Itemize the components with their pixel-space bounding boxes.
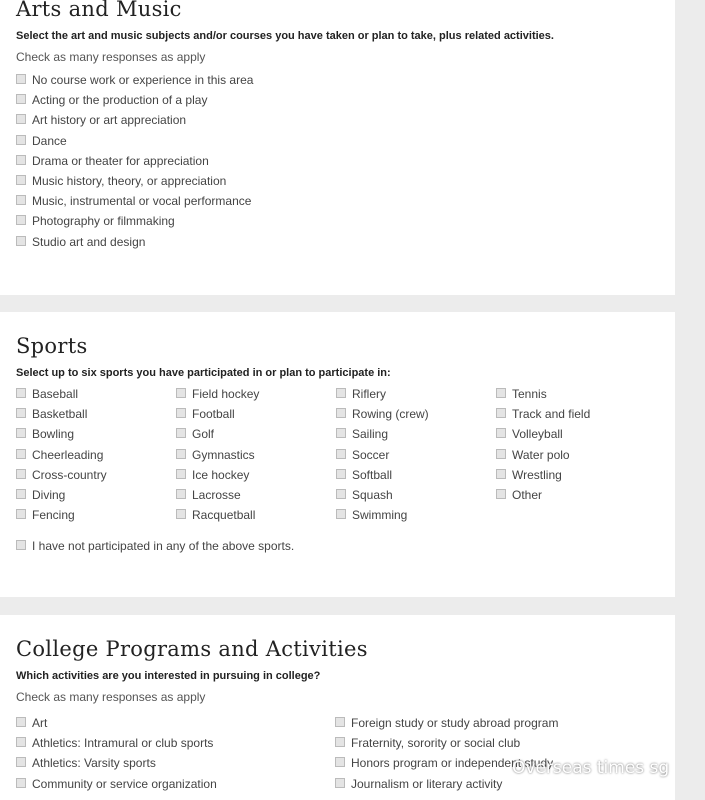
checkbox-option[interactable] [16,777,335,797]
checkbox-option[interactable] [176,508,336,528]
option-label: Diving [32,487,66,502]
option-label: Volleyball [512,427,563,442]
checkbox-option[interactable] [336,448,496,468]
checkbox[interactable] [16,489,26,499]
option-label: Other [512,487,543,502]
checkbox[interactable] [16,135,26,145]
option-label: Honors program or independent study [351,756,554,771]
checkbox-option[interactable] [16,174,675,194]
option-label: Softball [352,467,393,482]
checkbox[interactable] [336,449,346,459]
option-label: Riflery [352,387,387,401]
option-label: Swimming [352,508,408,523]
checkbox[interactable] [336,388,346,398]
checkbox-option[interactable] [16,93,675,113]
checkbox[interactable] [176,509,186,519]
checkbox-option[interactable] [16,508,176,528]
checkbox[interactable] [496,408,506,418]
question: Select the art and music subjects and/or courses you have taken or plan to take, plus related activities. [16,30,554,42]
option-label: Athletics: Intramural or club sports [32,736,214,751]
option-label: Tennis [512,387,547,401]
option-label: Lacrosse [192,487,241,502]
checkbox-option[interactable] [16,73,675,93]
option-label: Cheerleading [32,447,104,462]
checkbox-option[interactable] [496,488,656,508]
checkbox[interactable] [16,428,26,438]
checkbox[interactable] [16,236,26,246]
checkbox[interactable] [16,175,26,185]
checkbox-option[interactable] [16,468,176,488]
checkbox-option[interactable] [16,154,675,174]
checkbox[interactable] [496,469,506,479]
checkbox[interactable] [16,155,26,165]
checkbox[interactable] [16,509,26,519]
option-label: Foreign study or study abroad program [351,716,559,730]
option-label: Baseball [32,387,79,401]
option-label: Sailing [352,427,389,442]
checkbox[interactable] [335,717,345,727]
checkbox-option[interactable] [336,427,496,447]
checkbox-option[interactable] [496,468,656,488]
question: Select up to six sports you have participated in or plan to participate in: [16,367,391,379]
section-title: Sports [16,334,88,358]
checkbox-option[interactable] [176,407,336,427]
checkbox-option[interactable] [496,407,656,427]
checkbox[interactable] [16,540,26,550]
option-label: Basketball [32,407,88,422]
question: Which activities are you interested in pursuing in college? [16,670,321,682]
option-label: Football [192,407,235,422]
option-label: Squash [352,487,393,502]
checkbox-option[interactable] [16,387,176,407]
checkbox-option[interactable] [176,468,336,488]
checkbox[interactable] [16,94,26,104]
option-label: Music, instrumental or vocal performance [32,194,252,209]
checkbox-option[interactable] [16,716,335,736]
checkbox-option[interactable] [336,387,496,407]
option-label: Soccer [352,447,390,462]
option-label: Wrestling [512,467,562,482]
checkbox-option[interactable] [176,448,336,468]
option-label: Studio art and design [32,234,146,249]
checkbox-option[interactable] [336,508,496,528]
checkbox[interactable] [176,449,186,459]
option-label: Fraternity, sorority or social club [351,736,521,751]
option-label: Track and field [512,407,591,422]
hint: Check as many responses as apply [16,50,206,64]
checkbox-option[interactable] [16,488,176,508]
checkbox-option[interactable] [336,407,496,427]
checkbox[interactable] [336,509,346,519]
option-label: I have not participated in any of the above sports. [32,539,295,554]
college-column [16,716,335,797]
option-label: Acting or the production of a play [32,93,208,108]
checkbox-option[interactable] [335,716,654,736]
option-label: Cross-country [32,467,107,482]
checkbox-option[interactable] [496,387,656,407]
checkbox-option[interactable] [176,427,336,447]
checkbox[interactable] [16,449,26,459]
option-label: Photography or filmmaking [32,214,175,229]
sports-section [0,312,675,597]
option-label: Bowling [32,427,75,442]
option-label: Ice hockey [192,467,250,482]
checkbox[interactable] [176,408,186,418]
checkbox-option[interactable] [16,407,176,427]
section-title: Arts and Music [16,0,182,21]
checkbox-option[interactable] [16,539,675,559]
arts-music-section [0,0,675,295]
watermark: Overseas times sg [512,758,670,778]
checkbox-option[interactable] [176,488,336,508]
option-label: Rowing (crew) [352,407,429,422]
option-label: Community or service organization [32,776,217,791]
option-label: Fencing [32,508,75,523]
checkbox[interactable] [496,428,506,438]
checkbox[interactable] [16,195,26,205]
checkbox[interactable] [496,388,506,398]
checkbox[interactable] [496,449,506,459]
checkbox-option[interactable] [336,468,496,488]
option-label: Athletics: Varsity sports [32,756,156,771]
checkbox-option[interactable] [16,235,675,255]
option-label: Journalism or literary activity [351,776,503,791]
option-label: Art history or art appreciation [32,113,187,128]
option-label: Golf [192,427,215,442]
sports-column [496,387,656,528]
checkbox-option[interactable] [335,736,654,756]
option-label: Music history, theory, or appreciation [32,173,227,188]
option-label: Gymnastics [192,447,255,462]
checkbox[interactable] [176,388,186,398]
checkbox-option[interactable] [16,113,675,133]
checkbox-option[interactable] [16,194,675,214]
checkbox[interactable] [16,114,26,124]
checkbox[interactable] [16,469,26,479]
checkbox-option[interactable] [16,214,675,234]
option-label: No course work or experience in this area [32,73,254,87]
checkbox[interactable] [335,757,345,767]
checkbox[interactable] [496,489,506,499]
option-label: Art [32,716,48,730]
hint: Check as many responses as apply [16,690,206,704]
checkbox[interactable] [336,428,346,438]
sports-column [336,387,496,528]
checkbox-option[interactable] [496,448,656,468]
checkbox-option[interactable] [335,777,654,797]
sports-column [176,387,336,528]
option-label: Dance [32,133,67,148]
checkbox[interactable] [16,778,26,788]
checkbox-option[interactable] [16,427,176,447]
section-title: College Programs and Activities [16,637,368,661]
checkbox[interactable] [336,469,346,479]
checkbox[interactable] [16,757,26,767]
option-label: Water polo [512,447,570,462]
checkbox[interactable] [16,74,26,84]
checkbox[interactable] [336,408,346,418]
option-label: Field hockey [192,387,260,401]
checkbox[interactable] [16,215,26,225]
checkbox[interactable] [16,717,26,727]
checkbox-option[interactable] [16,448,176,468]
checkbox-option[interactable] [16,736,335,756]
checkbox[interactable] [335,778,345,788]
checkbox-option[interactable] [336,488,496,508]
college-column [335,716,654,797]
checkbox-option[interactable] [16,756,335,776]
option-label: Drama or theater for appreciation [32,153,209,168]
checkbox[interactable] [176,469,186,479]
checkbox-option[interactable] [16,134,675,154]
checkbox[interactable] [176,489,186,499]
checkbox[interactable] [16,408,26,418]
option-label: Racquetball [192,508,256,523]
sports-column [16,387,176,528]
checkbox[interactable] [176,428,186,438]
checkbox-option[interactable] [496,427,656,447]
checkbox[interactable] [16,388,26,398]
checkbox-option[interactable] [176,387,336,407]
checkbox[interactable] [335,737,345,747]
checkbox[interactable] [16,737,26,747]
checkbox[interactable] [336,489,346,499]
